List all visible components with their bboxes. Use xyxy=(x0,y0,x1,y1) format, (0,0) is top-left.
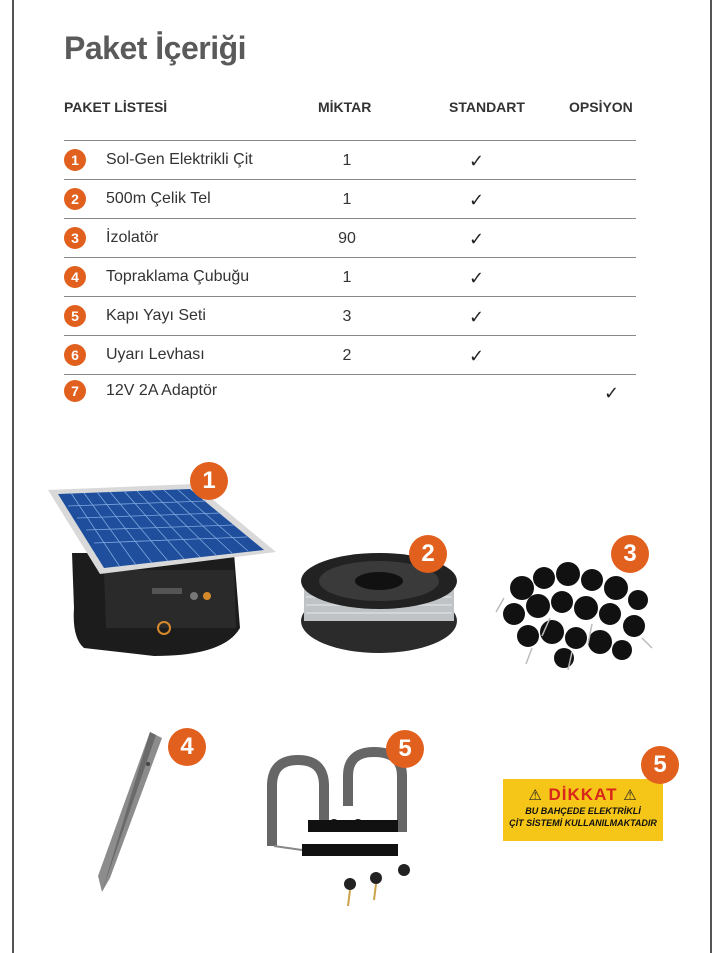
header-item: PAKET LİSTESİ xyxy=(64,99,168,115)
table-row xyxy=(64,296,636,335)
row-standard-check: ✓ xyxy=(469,268,485,288)
product-badge-5: 5 xyxy=(386,730,424,768)
warning-sign xyxy=(503,779,663,841)
row-standard-check: ✓ xyxy=(469,346,485,366)
warning-sign-line-1: BU BAHÇEDE ELEKTRİKLİ xyxy=(525,806,641,816)
warning-sign-line-2: ÇİT SİSTEMİ KULLANILMAKTADIR xyxy=(509,818,657,828)
product-badge-3: 3 xyxy=(611,535,649,573)
row-standard-check: ✓ xyxy=(469,229,485,249)
table-row xyxy=(64,140,636,179)
row-name: 500m Çelik Tel xyxy=(106,190,211,207)
row-qty: 90 xyxy=(338,230,356,247)
product-badge-6: 5 xyxy=(641,746,679,784)
solar-fence-unit-image xyxy=(44,478,280,660)
row-name: Sol-Gen Elektrikli Çit xyxy=(106,151,253,168)
table-row xyxy=(64,179,636,218)
row-qty: 1 xyxy=(342,191,352,208)
gate-spring-set-image xyxy=(262,746,432,912)
table-row xyxy=(64,374,636,413)
page-title: Paket İçeriği xyxy=(64,30,247,66)
product-badge-1: 1 xyxy=(190,462,228,500)
row-number-badge: 2 xyxy=(64,188,86,210)
warning-sign-title: DİKKAT xyxy=(548,785,618,804)
row-number-badge: 4 xyxy=(64,266,86,288)
row-standard-check: ✓ xyxy=(469,190,485,210)
row-number-badge: 5 xyxy=(64,305,86,327)
row-optional-check: ✓ xyxy=(604,383,620,403)
row-divider xyxy=(64,257,636,258)
header-qty: MİKTAR xyxy=(318,99,372,115)
row-qty: 2 xyxy=(342,347,352,364)
row-divider xyxy=(64,218,636,219)
ground-rod-image xyxy=(92,730,164,894)
row-standard-check: ✓ xyxy=(469,307,485,327)
row-qty: 1 xyxy=(342,269,352,286)
header-standard: STANDART xyxy=(449,99,525,115)
row-name: Uyarı Levhası xyxy=(106,346,205,363)
warning-triangle-icon: ⚠ xyxy=(623,787,638,804)
table-row xyxy=(64,257,636,296)
table-row xyxy=(64,335,636,374)
header-optional: OPSİYON xyxy=(569,99,633,115)
row-divider xyxy=(64,140,636,141)
row-qty: 1 xyxy=(342,152,352,169)
warning-triangle-icon: ⚠ xyxy=(528,787,543,804)
table-row xyxy=(64,218,636,257)
row-standard-check: ✓ xyxy=(469,151,485,171)
product-badge-2: 2 xyxy=(409,535,447,573)
row-number-badge: 1 xyxy=(64,149,86,171)
frame-left-border xyxy=(12,0,14,953)
row-divider xyxy=(64,296,636,297)
row-number-badge: 3 xyxy=(64,227,86,249)
row-name: Kapı Yayı Seti xyxy=(106,307,206,324)
product-badge-4: 4 xyxy=(168,728,206,766)
row-divider xyxy=(64,179,636,180)
row-divider xyxy=(64,335,636,336)
row-number-badge: 7 xyxy=(64,380,86,402)
row-name: İzolatör xyxy=(106,229,159,246)
row-number-badge: 6 xyxy=(64,344,86,366)
row-divider xyxy=(64,374,636,375)
frame-right-border xyxy=(710,0,712,953)
row-qty: 3 xyxy=(342,308,352,325)
row-name: Topraklama Çubuğu xyxy=(106,268,250,285)
warning-sign-head xyxy=(503,785,663,805)
row-name: 12V 2A Adaptör xyxy=(106,382,218,399)
